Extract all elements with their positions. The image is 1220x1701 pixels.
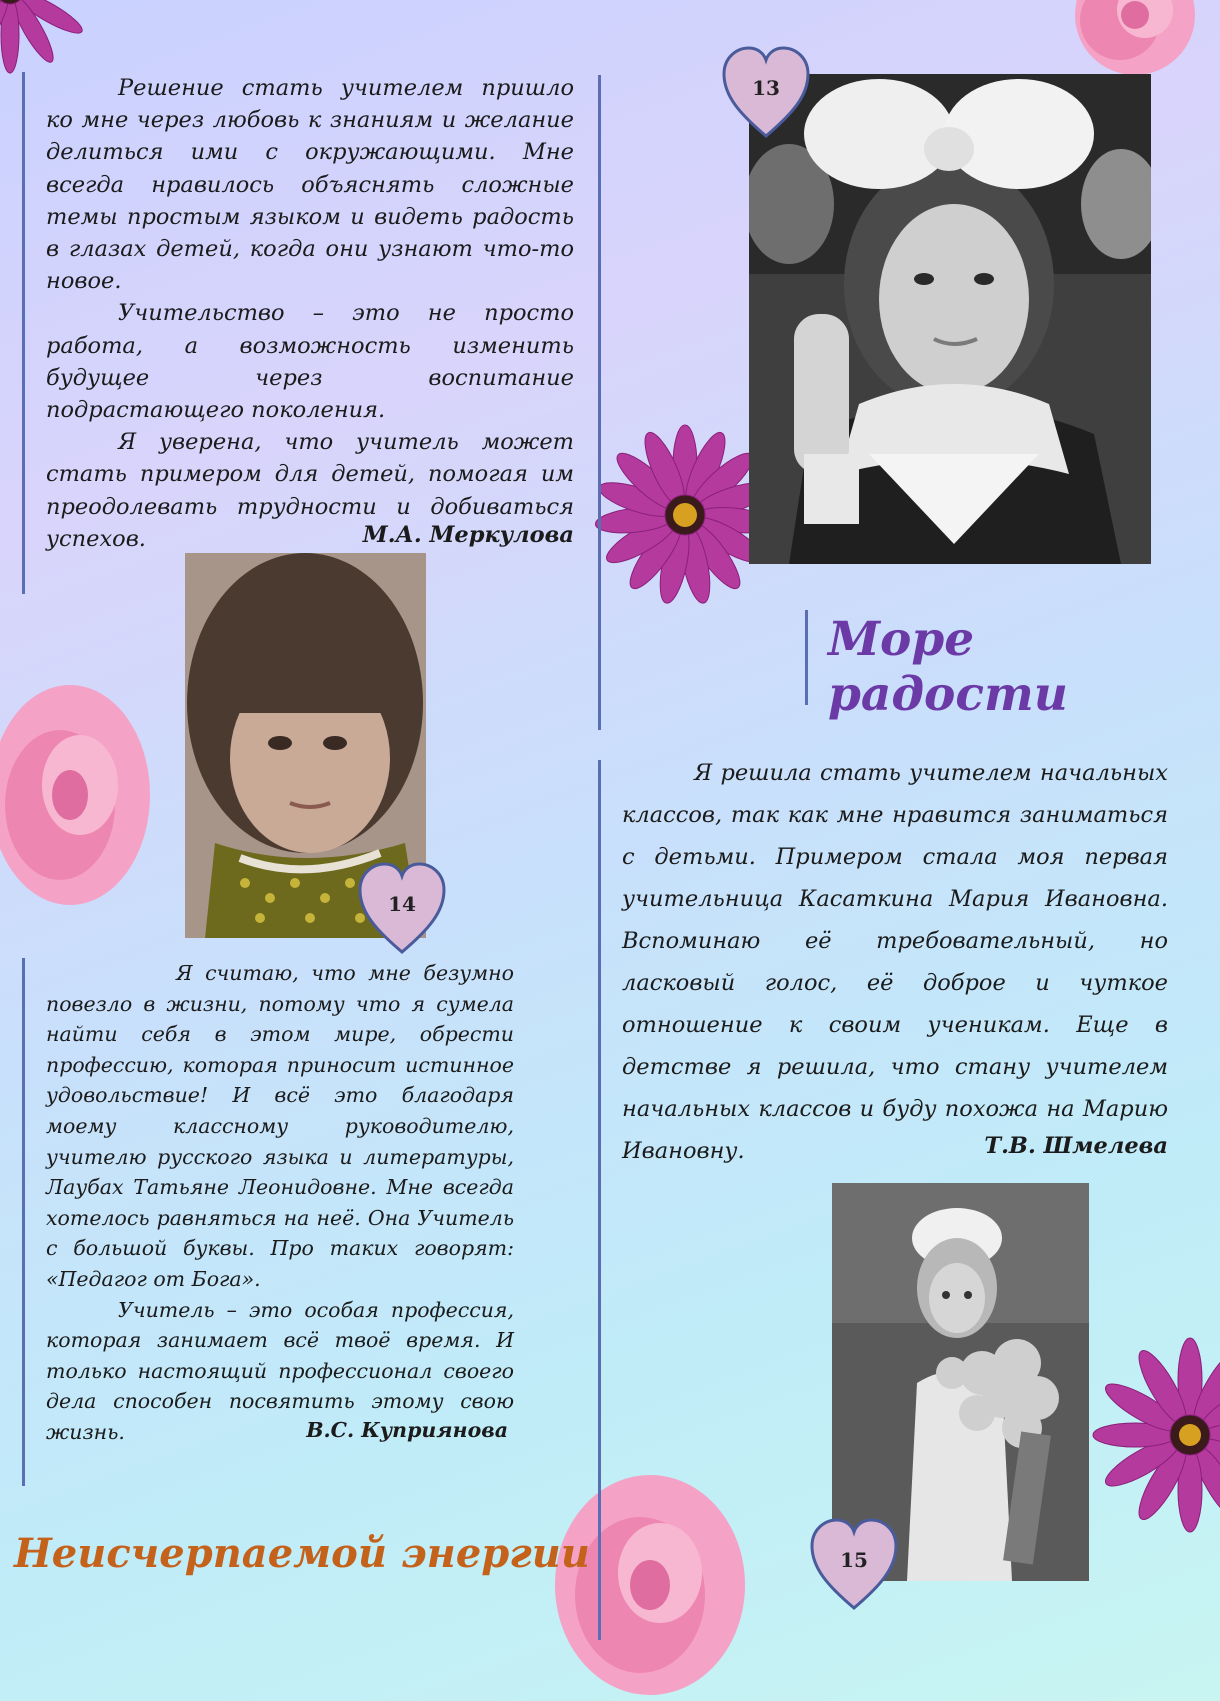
signature-kupriyanova: В.С. Куприянова <box>306 1418 508 1442</box>
essay-merkulova <box>46 72 574 555</box>
rose-icon <box>550 1465 760 1701</box>
headline-energy: Неисчерпаемой энергии <box>14 1530 590 1577</box>
signature-shmeleva: Т.В. Шмелева <box>984 1133 1168 1159</box>
daisy-icon <box>1085 1330 1220 1540</box>
essay-shmeleva <box>622 752 1168 1172</box>
accent-line <box>598 760 601 1640</box>
accent-line <box>598 75 601 730</box>
page-number: 15 <box>840 1548 868 1572</box>
page-number-heart-13 <box>720 44 812 140</box>
headline-sea-of-joy: Море радости <box>828 612 1068 722</box>
rose-icon <box>0 670 170 920</box>
page-number-heart-15 <box>808 1516 900 1612</box>
paragraph: Я решила стать учителем начальных классов, так как мне нравится заниматься с детьми. Примером стала моя первая учительница Касаткина Мария Ивановна. Вспоминаю её требовательный, но ласковый голос, её доброе и чуткое отношение к своим ученикам. Еще в детстве я решила, что стану учителем начальных классов и буду похожа на Марию Ивановну. <box>622 760 1168 1164</box>
paragraph: Решение стать учителем пришло ко мне через любовь к знаниям и желание делиться ими с окружающими. Мне всегда нравилось объяснять сложные темы простым языком и видеть радость в глазах детей, когда они узнают что-то новое. <box>46 75 574 295</box>
accent-line <box>22 958 25 1486</box>
signature-merkulova: М.А. Меркулова <box>362 522 574 548</box>
accent-line <box>22 72 25 594</box>
essay-kupriyanova <box>46 958 514 1448</box>
page-number-heart-14 <box>356 860 448 956</box>
photo-girl-bows <box>749 74 1151 564</box>
paragraph: Учитель – это особая профессия, которая занимает всё твоё время. И только настоящий профессионал своего дела способен посвятить этому свою жизнь. <box>46 1297 514 1444</box>
paragraph: Я уверена, что учитель может стать примером для детей, помогая им преодолевать трудности и добиваться успехов. <box>46 429 574 552</box>
page-number: 13 <box>752 76 780 100</box>
accent-line <box>805 610 808 705</box>
paragraph: Я считаю, что мне безумно повезло в жизни, потому что я сумела найти себя в этом мире, обрести профессию, которая приносит истинное удовольствие! И всё это благодаря моему классному руководителю, учителю русского языка и литературы, Лаубах Татьяне Леонидовне. Мне всегда хотелось равняться на неё. Она Учитель с большой буквы. Про таких говорят: «Педагог от Бога». <box>46 961 514 1291</box>
page-number: 14 <box>388 892 416 916</box>
paragraph: Учительство – это не просто работа, а возможность изменить будущее через воспитание подрастающего поколения. <box>46 300 574 424</box>
